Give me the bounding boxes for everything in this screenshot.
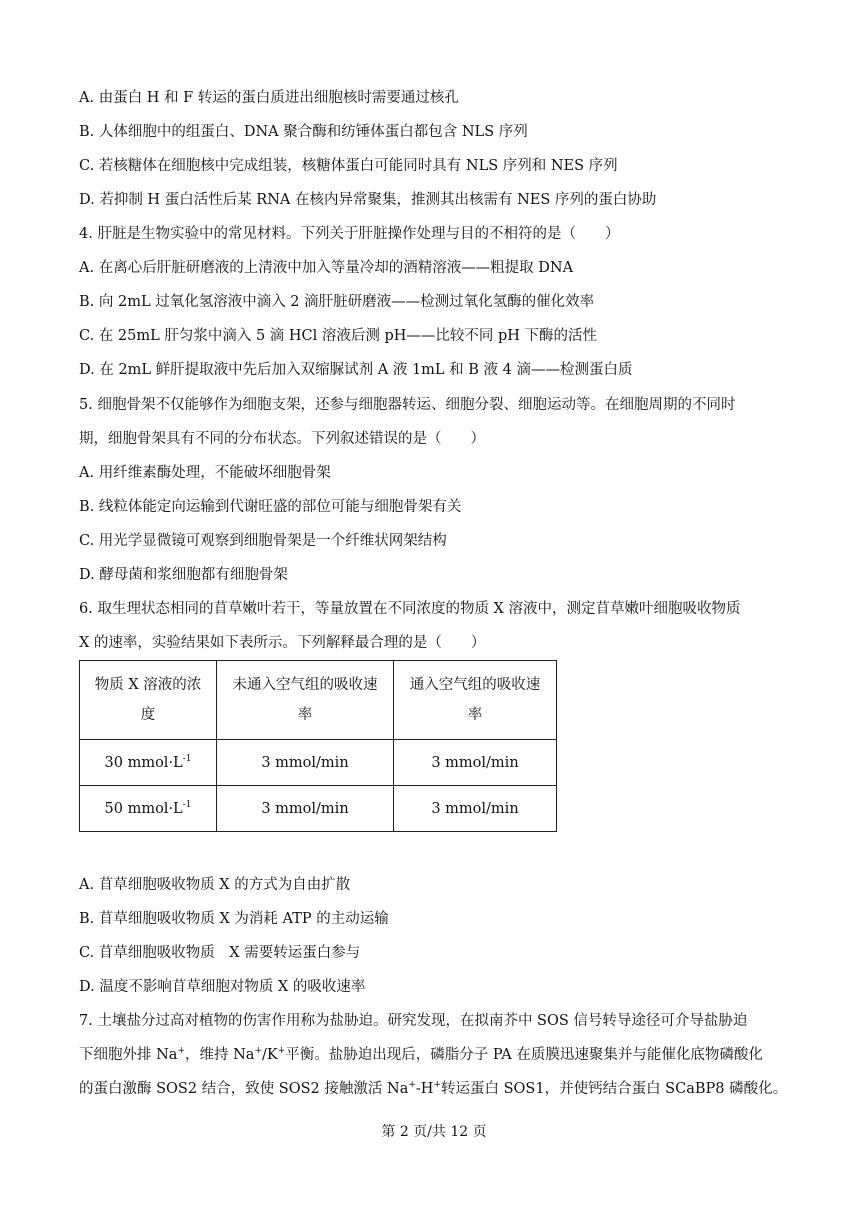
table-cell-concentration [80,786,217,832]
option-6a: A. 苜草细胞吸收物质 X 的方式为自由扩散 [79,877,351,893]
question-6-stem-line1: 6. 取生理状态相同的苜草嫩叶若干，等量放置在不同浓度的物质 X 溶液中，测定苜草嫩叶细胞吸收物质 [79,601,741,617]
header-text-line: 通入空气组的吸收速 [409,677,541,693]
table-cell-concentration [80,740,217,786]
table-cell: 3 mmol/min [394,786,557,832]
option-4b: B. 向 2mL 过氧化氢溶液中滴入 2 滴肝脏研磨液——检测过氧化氢酶的催化效率 [79,294,595,310]
table-cell: 3 mmol/min [217,740,394,786]
option-4d: D. 在 2mL 鲜肝提取液中先后加入双缩脲试剂 A 液 1mL 和 B 液 4 滴——检测蛋白质 [79,362,633,378]
question-7-stem-line1: 7. 土壤盐分过高对植物的伤害作用称为盐胁迫。研究发现，在拟南芥中 SOS 信号转导途径可介导盐胁迫 [79,1013,748,1029]
superscript: + [277,1046,286,1057]
text-segment: 的蛋白激酶 SOS2 结合，致使 SOS2 接触激活 Na [79,1081,409,1097]
table-header-cell [217,661,394,740]
table-cell: 3 mmol/min [217,786,394,832]
table-header-cell [80,661,217,740]
cell-superscript: -1 [182,753,192,764]
question-6-stem-line2: X 的速率，实验结果如下表所示。下列解释最合理的是（ ） [79,635,486,651]
text-segment: -H [415,1081,434,1097]
text-segment: 下细胞外排 Na [79,1047,178,1063]
superscript: + [177,1046,185,1057]
text-segment: ，维持 Na [185,1047,255,1063]
option-4c: C. 在 25mL 肝匀浆中滴入 5 滴 HCl 溶液后测 pH——比较不同 pH 下酶的活性 [79,328,598,344]
question-5-stem-line2: 期，细胞骨架具有不同的分布状态。下列叙述错误的是（ ） [79,431,485,447]
question-4-stem: 4. 肝脏是生物实验中的常见材料。下列关于肝脏操作处理与目的不相符的是（ ） [79,226,620,242]
table-row [80,786,557,832]
table-row [80,740,557,786]
option-6c: C. 苜草细胞吸收物质 X 需要转运蛋白参与 [79,945,361,961]
superscript: + [433,1080,441,1091]
option-5a: A. 用纤维素酶处理，不能破坏细胞骨架 [79,465,331,481]
option-3c: C. 若核糖体在细胞核中完成组装，核糖体蛋白可能同时具有 NLS 序列和 NES 序列 [79,158,618,174]
option-5c: C. 用光学显微镜可观察到细胞骨架是一个纤维状网架结构 [79,533,447,549]
option-4a: A. 在离心后肝脏研磨液的上清液中加入等量冷却的酒精溶液——粗提取 DNA [79,260,574,276]
table-header-cell [394,661,557,740]
header-text-line: 率 [467,707,483,723]
table-header-row [80,661,557,740]
text-segment: 平衡。盐胁迫出现后，磷脂分子 PA 在质膜迅速聚集并与能催化底物磷酸化 [285,1047,763,1063]
header-text-line: 度 [140,707,156,723]
absorption-rate-table [79,660,557,832]
text-segment: /K [262,1047,278,1063]
option-5b: B. 线粒体能定向运输到代谢旺盛的部位可能与细胞骨架有关 [79,499,462,515]
option-3d: D. 若抑制 H 蛋白活性后某 RNA 在核内异常聚集，推测其出核需有 NES 序列的蛋白协助 [79,192,657,208]
option-3a: A. 由蛋白 H 和 F 转运的蛋白质进出细胞核时需要通过核孔 [79,90,459,106]
cell-text: 30 mmol·L [104,754,183,771]
cell-superscript: -1 [182,799,192,810]
text-segment: 转运蛋白 SOS1，并使钙结合蛋白 SCaBP8 磷酸化。 [440,1081,788,1097]
header-text-line: 率 [297,707,313,723]
header-text-line: 物质 X 溶液的浓 [94,677,202,693]
option-3b: B. 人体细胞中的组蛋白、DNA 聚合酶和纺锤体蛋白都包含 NLS 序列 [79,124,528,140]
question-5-stem-line1: 5. 细胞骨架不仅能够作为细胞支架，还参与细胞器转运、细胞分裂、细胞运动等。在细胞周期的不同时 [79,397,736,413]
page-footer: 第 2 页/共 12 页 [381,1124,487,1140]
cell-text: 50 mmol·L [104,800,183,817]
option-6d: D. 温度不影响苜草细胞对物质 X 的吸收速率 [79,979,366,995]
superscript: + [408,1080,416,1091]
question-7-stem-line2 [79,1045,799,1065]
option-6b: B. 苜草细胞吸收物质 X 为消耗 ATP 的主动运输 [79,911,389,927]
table-cell: 3 mmol/min [394,740,557,786]
header-text-line: 未通入空气组的吸收速 [232,677,378,693]
superscript: + [254,1046,262,1057]
option-5d: D. 酵母菌和浆细胞都有细胞骨架 [79,567,288,583]
question-7-stem-line3 [79,1079,799,1099]
